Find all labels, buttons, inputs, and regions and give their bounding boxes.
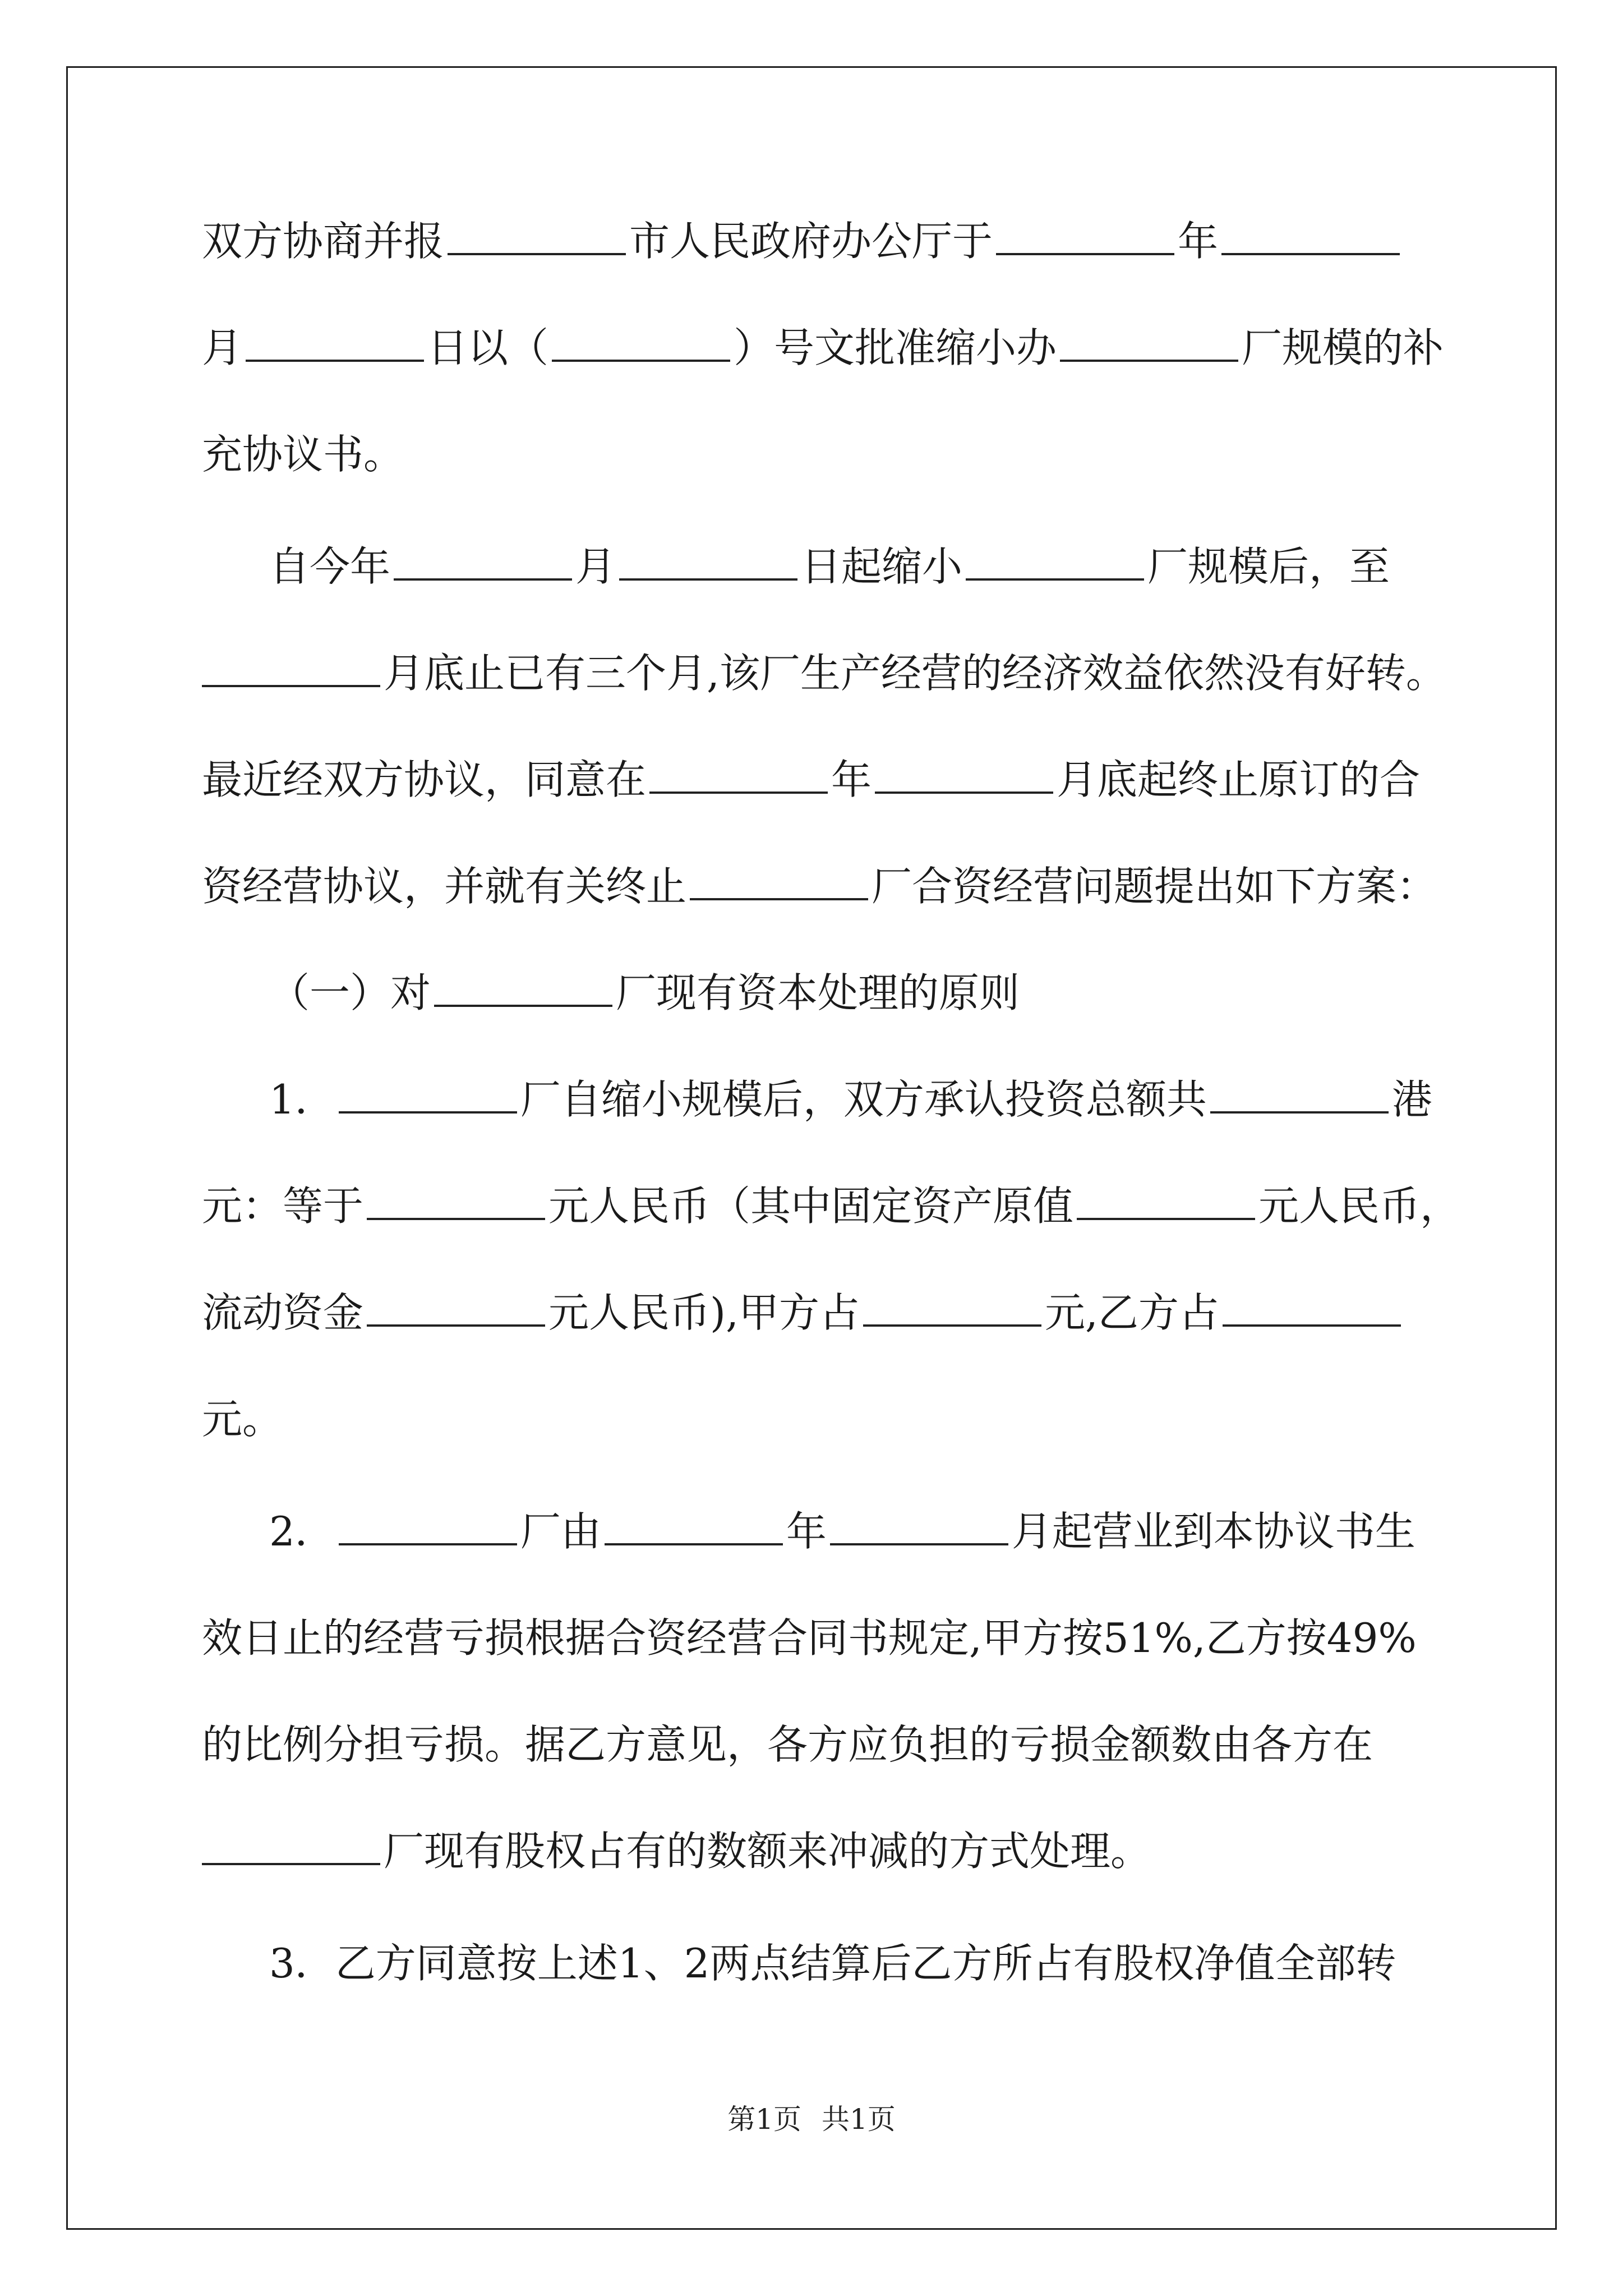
page-number: 第1页 bbox=[727, 2103, 801, 2136]
text-line: 双方协商并报 市人民政府办公厅于 年 bbox=[202, 216, 1403, 266]
page-footer bbox=[0, 2102, 1623, 2136]
text-line: 最近经双方协议，同意在 年 月底起终止原订的合 bbox=[202, 756, 1421, 803]
text-line: 元。 bbox=[202, 1396, 283, 1443]
total-pages: 共1页 bbox=[822, 2103, 896, 2136]
text-line: 1． 厂自缩小规模后，双方承认投资总额共 港 bbox=[269, 1076, 1432, 1123]
text-line: 2． 厂由 年 月起营业到本协议书生 bbox=[269, 1508, 1415, 1555]
text-line: 厂现有股权占有的数额来冲减的方式处理。 bbox=[202, 1826, 1151, 1876]
text-line: 3．乙方同意按上述1、2两点结算后乙方所占有股权净值全部转 bbox=[269, 1940, 1396, 1987]
section-heading: （一）对 厂现有资本处理的原则 bbox=[269, 969, 1020, 1016]
text-line: 月底止已有三个月,该厂生产经营的经济效益依然没有好转。 bbox=[202, 648, 1446, 698]
text-line: 自今年 月 日起缩小 厂规模后，至 bbox=[269, 543, 1390, 590]
text-line: 充协议书。 bbox=[202, 431, 404, 478]
text-line: 流动资金 元人民币),甲方占 元,乙方占 bbox=[202, 1287, 1404, 1338]
text-line: 元：等于 元人民币（其中固定资产原值 元人民币， bbox=[202, 1182, 1461, 1230]
page-border bbox=[66, 66, 1557, 2230]
text-line: 效日止的经营亏损根据合资经营合同书规定,甲方按51%,乙方按49% bbox=[202, 1614, 1417, 1662]
text-line: 月 日以（ ）号文批准缩小办 厂规模的补 bbox=[202, 324, 1444, 371]
text-line: 的比例分担亏损。据乙方意见，各方应负担的亏损金额数由各方在 bbox=[202, 1721, 1373, 1768]
text-line: 资经营协议，并就有关终止 厂合资经营问题提出如下方案： bbox=[202, 863, 1437, 910]
